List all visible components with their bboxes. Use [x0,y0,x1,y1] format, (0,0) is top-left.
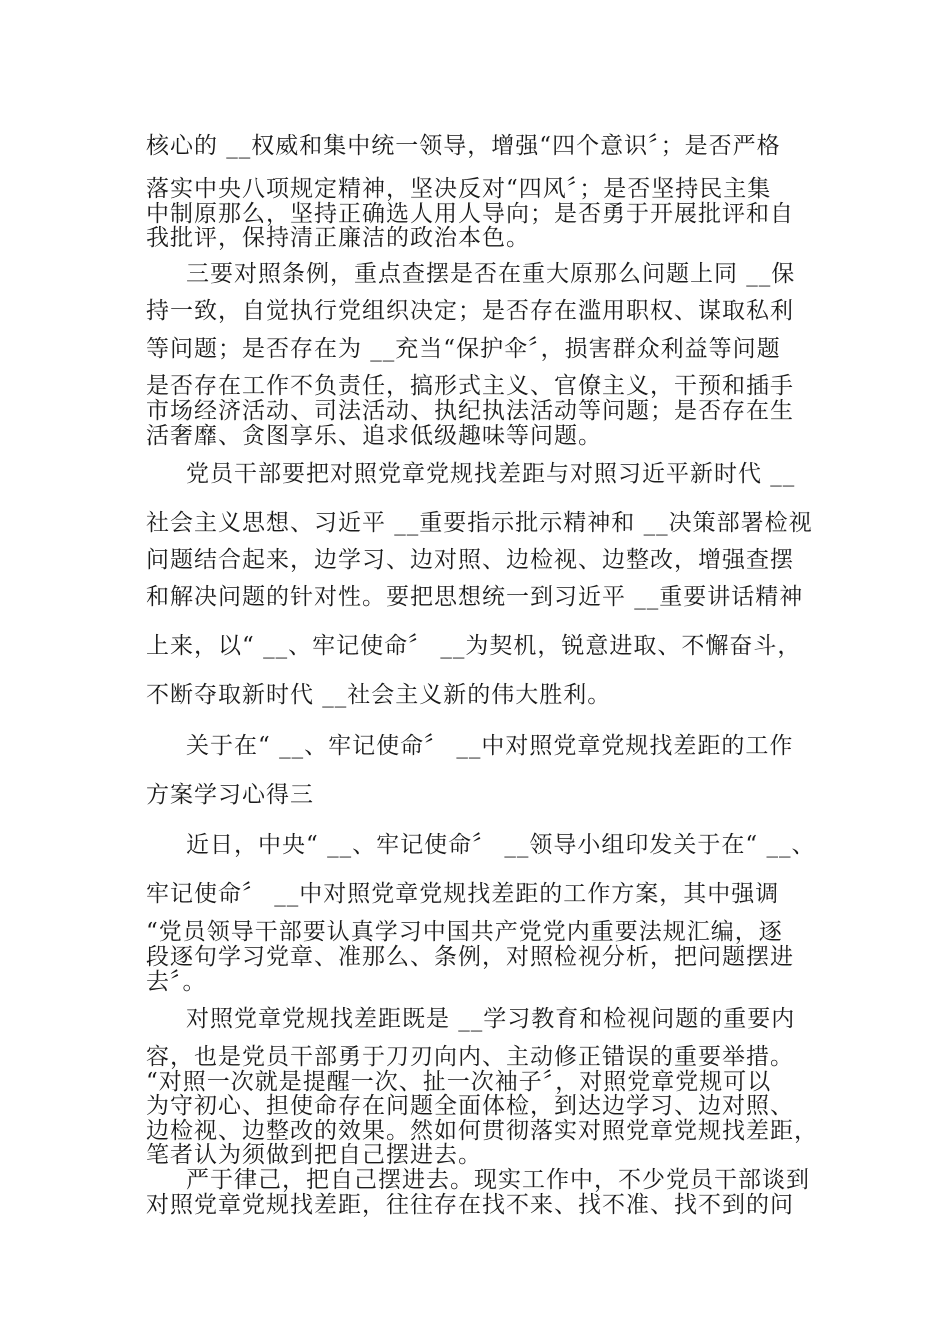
text-line-1: 核心的 __权威和集中统一领导，增强“四个意识〞；是否严格 [146,133,781,159]
text-line-9: 市场经济活动、司法活动、执纪执法活动等问题；是否存在生 [146,398,794,424]
text-line-26: “对照一次就是提醒一次、扯一次袖子〞，对照党章党规可以 [146,1069,772,1095]
text-line-13: 问题结合起来，边学习、边对照、边检视、边整改，增强查摆 [146,547,794,573]
text-line-30: 严于律己，把自己摆进去。现实工作中，不少党员干部谈到 [186,1167,810,1193]
text-line-10: 活奢靡、贪图享乐、追求低级趣味等问题。 [146,423,602,449]
text-line-7: 等问题；是否存在为 __充当“保护伞〞，损害群众利益等问题 [146,336,781,362]
text-line-19: 近日，中央“ __、牢记使命〞 __领导小组印发关于在“ __、 [186,832,816,858]
text-line-20: 牢记使命〞 __中对照党章党规找差距的工作方案，其中强调 [146,881,780,907]
text-line-15: 上来，以“ __、牢记使命〞 __为契机，锐意进取、不懈奋斗， [146,633,802,659]
text-line-16: 不断夺取新时代 __社会主义新的伟大胜利。 [146,682,612,708]
text-line-14: 和解决问题的针对性。要把思想统一到习近平 __重要讲话精神 [146,584,804,610]
text-line-3: 中制原那么，坚持正确选人用人导向；是否勇于开展批评和自 [146,201,794,227]
text-line-25: 容，也是党员干部勇于刀刃向内、主动修正错误的重要举措。 [146,1044,794,1070]
text-line-17: 关于在“ __、牢记使命〞 __中对照党章党规找差距的工作 [186,733,794,759]
text-line-6: 持一致，自觉执行党组织决定；是否存在滥用职权、谋取私利 [146,298,794,324]
text-line-5: 三要对照条例，重点查摆是否在重大原那么问题上同 __保 [186,261,796,287]
text-line-22: 段逐句学习党章、准那么、条例，对照检视分析，把问题摆进 [146,944,794,970]
text-line-18: 方案学习心得三 [146,782,314,808]
text-line-27: 为守初心、担使命存在问题全面体检，到达边学习、边对照、 [146,1093,794,1119]
text-line-11: 党员干部要把对照党章党规找差距与对照习近平新时代 __ [186,461,796,487]
text-line-28: 边检视、边整改的效果。然如何贯彻落实对照党章党规找差距， [146,1118,818,1144]
text-line-31: 对照党章党规找差距，往往存在找不来、找不准、找不到的问 [146,1192,794,1218]
text-line-21: “党员领导干部要认真学习中国共产党党内重要法规汇编，逐 [146,919,783,945]
text-line-12: 社会主义思想、习近平 __重要指示批示精神和 __决策部署检视 [146,510,813,536]
text-line-23: 去〞。 [146,969,207,995]
text-line-8: 是否存在工作不负责任，搞形式主义、官僚主义，干预和插手 [146,373,794,399]
text-line-29: 笔者认为须做到把自己摆进去。 [146,1142,482,1168]
text-line-2: 落实中央八项规定精神，坚决反对“四风〞；是否坚持民主集 [146,176,772,202]
text-line-24: 对照党章党规找差距既是 __学习教育和检视问题的重要内 [186,1006,796,1032]
text-line-4: 我批评，保持清正廉洁的政治本色。 [146,225,530,251]
